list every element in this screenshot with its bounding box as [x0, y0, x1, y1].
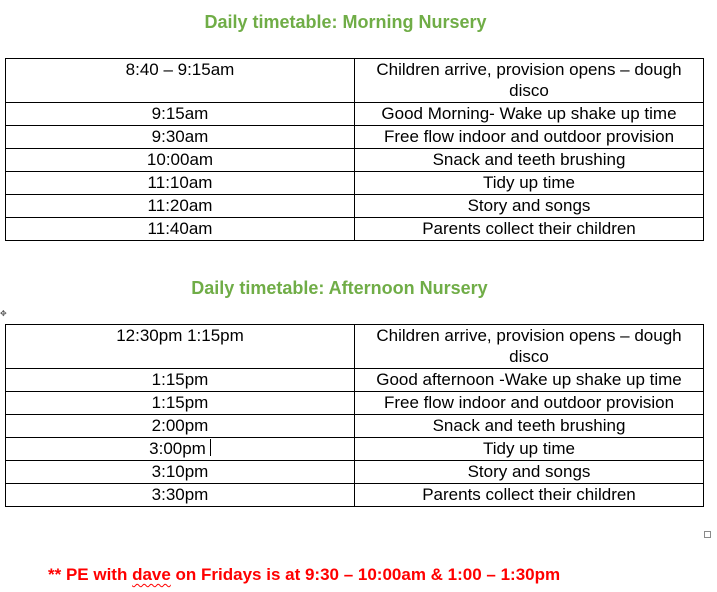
time-cell[interactable]: 1:15pm: [6, 369, 355, 392]
pe-note: [48, 564, 560, 586]
pe-note-prefix: ** PE with: [48, 565, 133, 584]
morning-timetable: [5, 58, 704, 241]
pe-note-misspelled-word[interactable]: dave: [132, 565, 171, 584]
table-resize-handle[interactable]: [704, 531, 711, 538]
activity-cell[interactable]: Parents collect their children: [355, 218, 704, 241]
table-row: [6, 415, 704, 438]
table-row: [6, 103, 704, 126]
activity-cell[interactable]: Children arrive, provision opens – dough disco: [355, 59, 704, 103]
activity-cell[interactable]: Story and songs: [355, 461, 704, 484]
activity-cell[interactable]: Good afternoon -Wake up shake up time: [355, 369, 704, 392]
time-cell[interactable]: 2:00pm: [6, 415, 355, 438]
time-cell[interactable]: 1:15pm: [6, 392, 355, 415]
time-cell[interactable]: 11:10am: [6, 172, 355, 195]
time-cell[interactable]: 9:15am: [6, 103, 355, 126]
activity-cell[interactable]: Snack and teeth brushing: [355, 149, 704, 172]
activity-cell[interactable]: Parents collect their children: [355, 484, 704, 507]
table-move-handle-icon[interactable]: ✥: [0, 309, 7, 318]
activity-cell[interactable]: Tidy up time: [355, 172, 704, 195]
table-row: [6, 195, 704, 218]
time-cell[interactable]: 11:20am: [6, 195, 355, 218]
table-row: [6, 149, 704, 172]
table-row: [6, 438, 704, 461]
afternoon-timetable: [5, 324, 704, 507]
text-cursor: [210, 439, 211, 456]
activity-cell[interactable]: Children arrive, provision opens – dough disco: [355, 325, 704, 369]
time-cell[interactable]: 9:30am: [6, 126, 355, 149]
time-cell[interactable]: 8:40 – 9:15am: [6, 59, 355, 103]
time-cell[interactable]: 11:40am: [6, 218, 355, 241]
time-cell[interactable]: 3:10pm: [6, 461, 355, 484]
table-row: [6, 392, 704, 415]
pe-note-suffix: on Fridays is at 9:30 – 10:00am & 1:00 – 1:30pm: [170, 565, 561, 584]
table-row: [6, 172, 704, 195]
table-row: [6, 461, 704, 484]
table-row: [6, 126, 704, 149]
afternoon-heading: Daily timetable: Afternoon Nursery: [191, 278, 488, 298]
activity-cell[interactable]: Snack and teeth brushing: [355, 415, 704, 438]
activity-cell[interactable]: Story and songs: [355, 195, 704, 218]
time-cell[interactable]: [6, 438, 355, 461]
table-row: [6, 484, 704, 507]
activity-cell[interactable]: Free flow indoor and outdoor provision: [355, 126, 704, 149]
table-row: [6, 369, 704, 392]
morning-heading: Daily timetable: Morning Nursery: [204, 12, 487, 32]
table-row: [6, 218, 704, 241]
activity-cell[interactable]: Free flow indoor and outdoor provision: [355, 392, 704, 415]
table-row: [6, 59, 704, 103]
time-cell[interactable]: 10:00am: [6, 149, 355, 172]
activity-cell[interactable]: Tidy up time: [355, 438, 704, 461]
time-cell[interactable]: 3:30pm: [6, 484, 355, 507]
table-row: [6, 325, 704, 369]
time-text: 3:00pm: [149, 439, 206, 458]
time-cell[interactable]: 12:30pm 1:15pm: [6, 325, 355, 369]
activity-cell[interactable]: Good Morning- Wake up shake up time: [355, 103, 704, 126]
